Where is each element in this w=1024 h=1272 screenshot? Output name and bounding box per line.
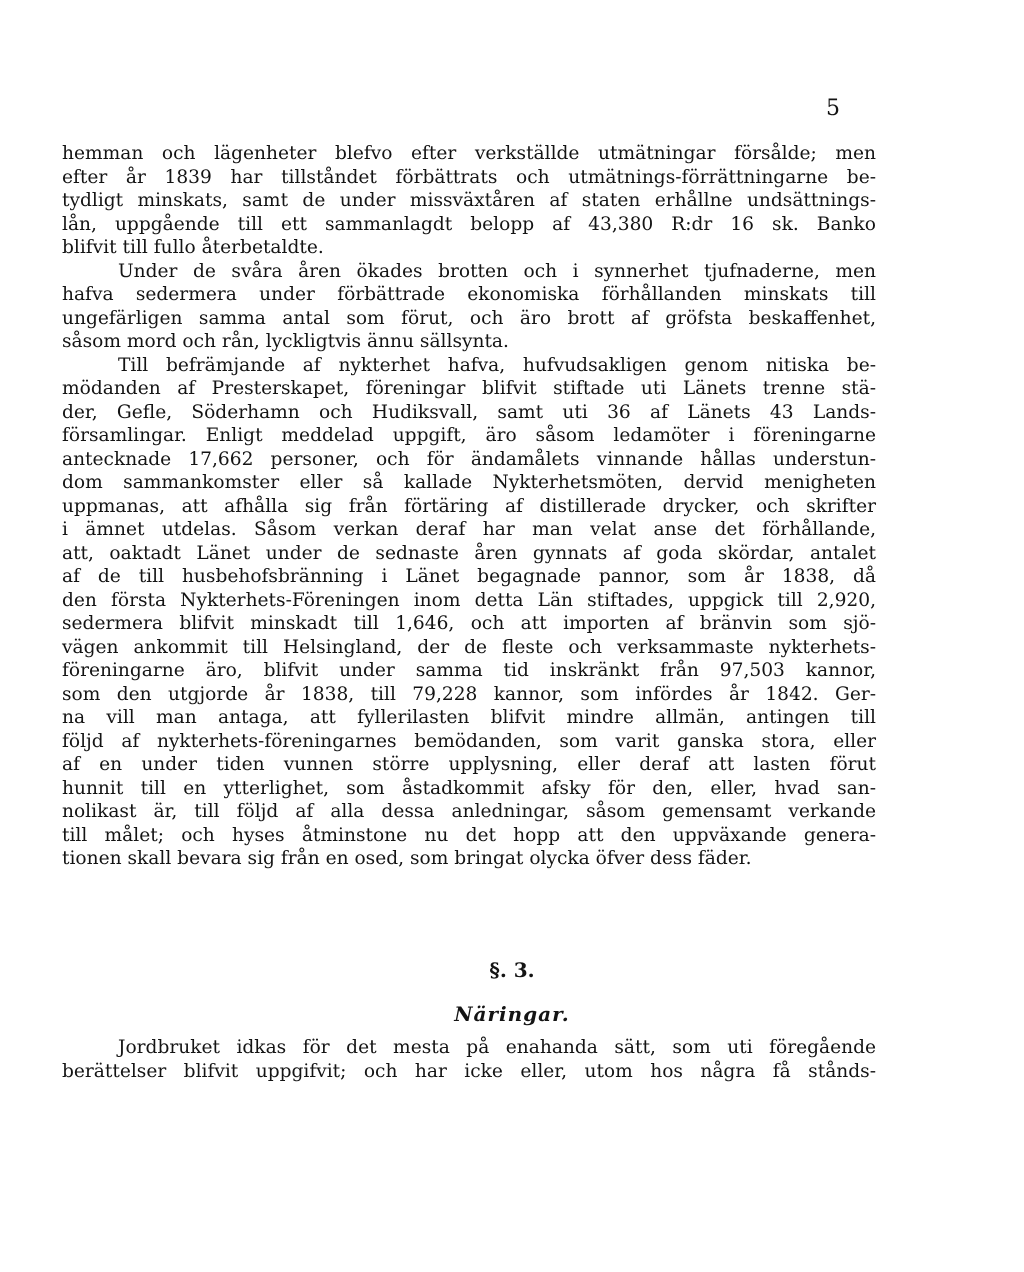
text-line: Jordbruket idkas för det mesta på enahanda sätt, som uti föregående (118, 1037, 876, 1058)
text-line: efter år 1839 har tillståndet förbättrats och utmätnings-förrättningarne be- (62, 166, 876, 188)
text-line: församlingar. Enligt meddelad uppgift, äro såsom ledamöter i föreningarne (62, 425, 876, 446)
text-line: hafva sedermera under förbättrade ekonomiska förhållanden minskats till (62, 284, 876, 305)
body-text-continued (62, 1036, 876, 1083)
text-line: hunnit till en ytterlighet, som åstadkommit afsky för den, eller, hvad san- (62, 777, 876, 799)
text-line: föreningarne äro, blifvit under samma tid inskränkt från 97,503 kannor, (62, 660, 876, 681)
text-line: lån, uppgående till ett sammanlagdt belopp af 43,380 R:dr 16 sk. Banko (62, 213, 876, 235)
text-line: berättelser blifvit uppgifvit; och har icke eller, utom hos några få stånds- (62, 1060, 876, 1082)
body-text (62, 142, 876, 871)
text-line: na vill man antaga, att fyllerilasten blifvit mindre allmän, antingen till (62, 707, 876, 728)
text-line: antecknade 17,662 personer, och för ändamålets vinnande hållas understun- (62, 448, 876, 470)
section-number: §. 3. (489, 958, 535, 982)
text-line: tydligt minskats, samt de under missväxtåren af staten erhållne undsättnings- (62, 190, 876, 211)
page-number: 5 (826, 96, 840, 121)
text-line: till målet; och hyses åtminstone nu det hopp att den uppväxande genera- (62, 824, 876, 846)
text-line: sedermera blifvit minskadt till 1,646, och att importen af bränvin som sjö- (62, 613, 876, 634)
text-line: följd af nykterhets-föreningarnes bemödanden, som varit ganska stora, eller (62, 730, 876, 752)
text-line: såsom mord och rån, lyckligtvis ännu sällsynta. (62, 331, 509, 352)
text-line: vägen ankommit till Helsingland, der de fleste och verksammaste nykterhets- (62, 636, 876, 658)
text-line: dom sammankomster eller så kallade Nykterhetsmöten, dervid menigheten (62, 472, 876, 493)
text-line: ungefärligen samma antal som förut, och äro brott af gröfsta beskaffenhet, (62, 307, 876, 329)
text-line: hemman och lägenheter blefvo efter verkställde utmätningar försålde; men (62, 143, 876, 164)
text-line: Under de svåra åren ökades brotten och i synnerhet tjufnaderne, men (118, 260, 876, 282)
text-line: af en under tiden vunnen större upplysning, eller deraf att lasten förut (62, 754, 876, 775)
text-line: af de till husbehofsbränning i Länet begagnade pannor, som år 1838, då (62, 566, 876, 587)
text-line: att, oaktadt Länet under de sednaste åren gynnats af goda skördar, antalet (62, 542, 876, 564)
text-line: uppmanas, att afhålla sig från förtäring af distillerade drycker, och skrifter (62, 495, 876, 517)
text-line: tionen skall bevara sig från en osed, som bringat olycka öfver dess fäder. (62, 848, 752, 869)
section-title: Näringar. (454, 1002, 570, 1026)
text-line: nolikast är, till följd af alla dessa anledningar, såsom gemensamt verkande (62, 801, 876, 822)
text-line: der, Gefle, Söderhamn och Hudiksvall, samt uti 36 af Länets 43 Lands- (62, 401, 876, 423)
text-line: blifvit till fullo återbetaldte. (62, 237, 324, 258)
text-line: den första Nykterhets-Föreningen inom detta Län stiftades, uppgick till 2,920, (62, 589, 876, 611)
text-line: mödanden af Presterskapet, föreningar blifvit stiftade uti Länets trenne stä- (62, 378, 876, 399)
text-line: som den utgjorde år 1838, till 79,228 kannor, som infördes år 1842. Ger- (62, 683, 876, 705)
text-line: Till befrämjande af nykterhet hafva, hufvudsakligen genom nitiska be- (118, 354, 876, 376)
text-line: i ämnet utdelas. Såsom verkan deraf har man velat anse det förhållande, (62, 519, 876, 540)
